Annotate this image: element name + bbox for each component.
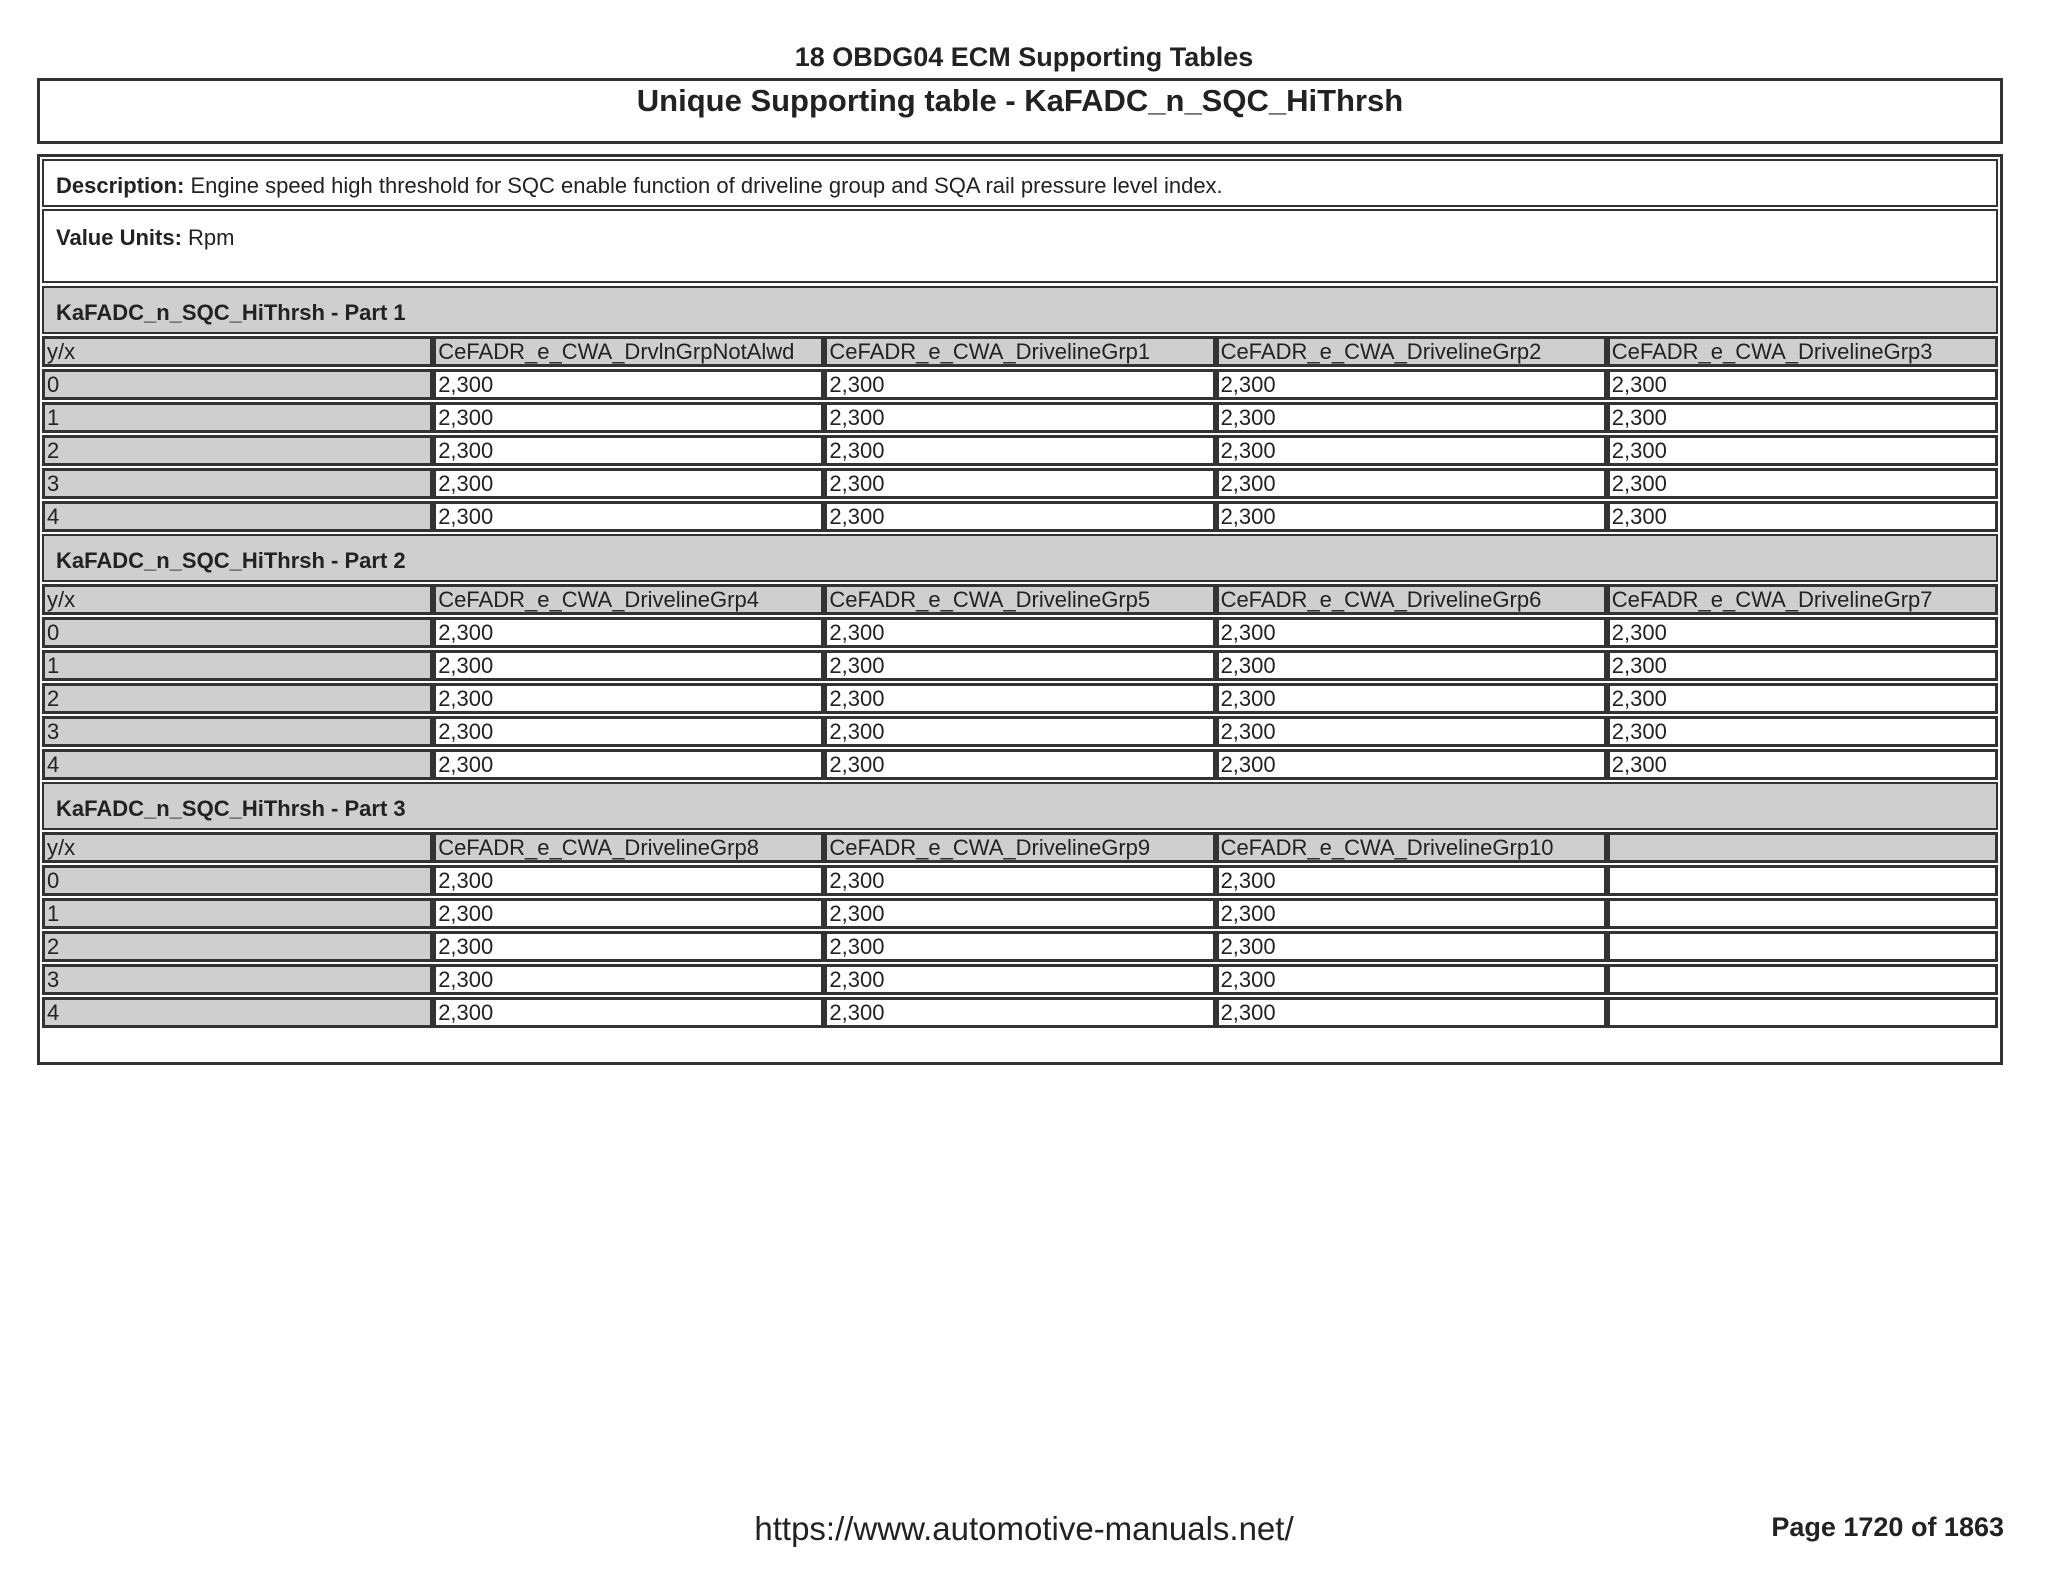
value-cell: 2,300 [433,650,824,681]
row-index: 0 [42,369,433,400]
part-3-title: KaFADC_n_SQC_HiThrsh - Part 3 [42,782,1998,830]
table-title-box [37,78,2003,144]
value-cell: 2,300 [1607,402,1998,433]
value-cell: 2,300 [1607,617,1998,648]
value-cell [1607,898,1998,929]
value-cell: 2,300 [1216,683,1607,714]
value-cell: 2,300 [824,716,1215,747]
value-cell: 2,300 [824,964,1215,995]
value-cell: 2,300 [824,501,1215,532]
table-header-row [42,832,1998,863]
value-cell: 2,300 [433,964,824,995]
column-header: CeFADR_e_CWA_DrivelineGrp10 [1216,832,1607,863]
row-index: 1 [42,898,433,929]
value-cell: 2,300 [433,716,824,747]
column-header: CeFADR_e_CWA_DrivelineGrp6 [1216,584,1607,615]
corner-cell: y/x [42,584,433,615]
value-units-text: Rpm [188,225,235,250]
table-header-row [42,584,1998,615]
value-cell: 2,300 [433,898,824,929]
page-number: Page 1720 of 1863 [1771,1512,2004,1542]
table-row [42,964,1998,995]
value-units-row [42,209,1998,283]
part-1-table [42,334,1998,534]
value-cell: 2,300 [1607,501,1998,532]
value-cell: 2,300 [433,617,824,648]
column-header [1607,832,1998,863]
value-cell: 2,300 [1216,650,1607,681]
table-row [42,402,1998,433]
value-cell: 2,300 [1216,468,1607,499]
table-row [42,865,1998,896]
row-index: 2 [42,931,433,962]
column-header: CeFADR_e_CWA_DrivelineGrp2 [1216,336,1607,367]
table-row [42,683,1998,714]
value-cell [1607,997,1998,1028]
table-row [42,369,1998,400]
value-cell [1607,931,1998,962]
value-cell: 2,300 [824,650,1215,681]
value-cell: 2,300 [824,402,1215,433]
table-row [42,716,1998,747]
row-index: 3 [42,468,433,499]
supporting-table-container [37,154,2003,1065]
row-index: 1 [42,650,433,681]
row-index: 0 [42,865,433,896]
value-cell [1607,865,1998,896]
table-row [42,468,1998,499]
value-cell: 2,300 [433,369,824,400]
row-index: 2 [42,683,433,714]
value-cell: 2,300 [1216,997,1607,1028]
value-cell: 2,300 [1216,501,1607,532]
footer-url: https://www.automotive-manuals.net/ [754,1510,1294,1547]
table-row [42,501,1998,532]
value-cell: 2,300 [824,898,1215,929]
value-cell: 2,300 [433,501,824,532]
value-cell: 2,300 [433,402,824,433]
part-1-title: KaFADC_n_SQC_HiThrsh - Part 1 [42,286,1998,334]
column-header: CeFADR_e_CWA_DrivelineGrp7 [1607,584,1998,615]
column-header: CeFADR_e_CWA_DrivelineGrp1 [824,336,1215,367]
value-cell: 2,300 [824,997,1215,1028]
table-row [42,931,1998,962]
value-cell: 2,300 [824,369,1215,400]
part-3-table [42,830,1998,1030]
part-2-title: KaFADC_n_SQC_HiThrsh - Part 2 [42,534,1998,582]
row-index: 1 [42,402,433,433]
value-cell: 2,300 [1216,435,1607,466]
value-cell: 2,300 [824,865,1215,896]
column-header: CeFADR_e_CWA_DrivelineGrp8 [433,832,824,863]
value-cell: 2,300 [1216,402,1607,433]
value-cell: 2,300 [1216,865,1607,896]
value-cell: 2,300 [433,749,824,780]
description-row [42,159,1998,207]
value-cell: 2,300 [1216,617,1607,648]
table-row [42,435,1998,466]
column-header: CeFADR_e_CWA_DrvlnGrpNotAlwd [433,336,824,367]
description-label: Description: [56,173,185,198]
value-cell: 2,300 [433,468,824,499]
row-index: 2 [42,435,433,466]
value-cell: 2,300 [824,435,1215,466]
row-index: 4 [42,749,433,780]
value-cell: 2,300 [1607,716,1998,747]
value-cell: 2,300 [1216,716,1607,747]
table-row [42,749,1998,780]
value-cell: 2,300 [824,617,1215,648]
row-index: 3 [42,964,433,995]
column-header: CeFADR_e_CWA_DrivelineGrp3 [1607,336,1998,367]
table-row [42,898,1998,929]
table-row [42,997,1998,1028]
column-header: CeFADR_e_CWA_DrivelineGrp9 [824,832,1215,863]
row-index: 4 [42,997,433,1028]
value-cell: 2,300 [1216,369,1607,400]
value-cell: 2,300 [824,749,1215,780]
value-cell: 2,300 [1607,435,1998,466]
description-text: Engine speed high threshold for SQC enable function of driveline group and SQA rail pressure level index. [190,173,1223,198]
value-cell: 2,300 [1607,749,1998,780]
value-cell: 2,300 [1607,683,1998,714]
value-cell: 2,300 [433,931,824,962]
value-cell [1607,964,1998,995]
corner-cell: y/x [42,336,433,367]
column-header: CeFADR_e_CWA_DrivelineGrp5 [824,584,1215,615]
value-cell: 2,300 [1607,650,1998,681]
table-row [42,617,1998,648]
document-header: 18 OBDG04 ECM Supporting Tables [794,42,1254,72]
value-cell: 2,300 [433,683,824,714]
table-title: Unique Supporting table - KaFADC_n_SQC_HiThrsh [636,83,1404,118]
row-index: 3 [42,716,433,747]
row-index: 0 [42,617,433,648]
table-header-row [42,336,1998,367]
value-cell: 2,300 [1607,468,1998,499]
value-cell: 2,300 [824,683,1215,714]
value-cell: 2,300 [1607,369,1998,400]
value-units-label: Value Units: [56,225,182,250]
table-row [42,650,1998,681]
value-cell: 2,300 [1216,749,1607,780]
value-cell: 2,300 [824,931,1215,962]
value-cell: 2,300 [433,435,824,466]
corner-cell: y/x [42,832,433,863]
value-cell: 2,300 [433,865,824,896]
column-header: CeFADR_e_CWA_DrivelineGrp4 [433,584,824,615]
value-cell: 2,300 [1216,898,1607,929]
value-cell: 2,300 [824,468,1215,499]
value-cell: 2,300 [433,997,824,1028]
value-cell: 2,300 [1216,931,1607,962]
row-index: 4 [42,501,433,532]
part-2-table [42,582,1998,782]
value-cell: 2,300 [1216,964,1607,995]
